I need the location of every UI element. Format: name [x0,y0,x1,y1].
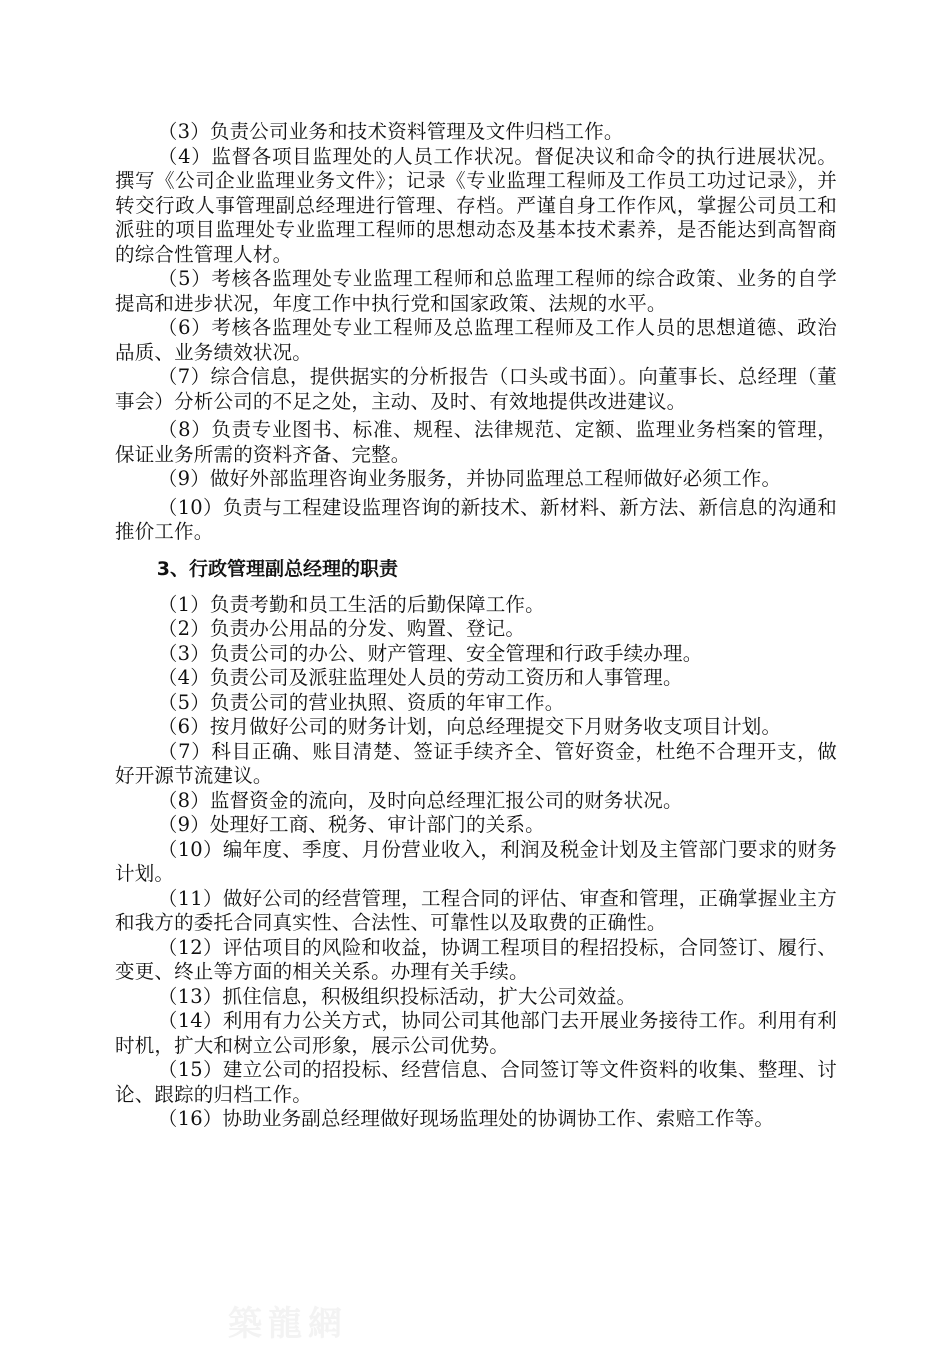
duty-item: （16）协助业务副总经理做好现场监理处的协调协工作、索赔工作等。 [157,1107,775,1130]
duty-item: （8）负责专业图书、标准、规程、法律规范、定额、监理业务档案的管理，保证业务所需的资料齐备、完整。 [115,418,837,466]
duty-item: （6）按月做好公司的财务计划，向总经理提交下月财务收支项目计划。 [157,715,782,738]
duty-item: （1）负责考勤和员工生活的后勤保障工作。 [157,592,545,616]
duty-item: （7）综合信息，提供据实的分析报告（口头或书面）。向董事长、总经理（董事会）分析公司的不足之处，主动、及时、有效地提供改进建议。 [115,365,837,413]
duty-item: （11）做好公司的经营管理，工程合同的评估、审查和管理，正确掌握业主方和我方的委托合同真实性、合法性、可靠性以及取费的正确性。 [115,886,837,934]
document-page [115,120,837,1132]
duty-item: （9）处理好工商、税务、审计部门的关系。 [157,813,545,836]
duty-item: （10）编年度、季度、月份营业收入，利润及税金计划及主管部门要求的财务计划。 [115,837,837,885]
duty-item: （10）负责与工程建设监理咨询的新技术、新材料、新方法、新信息的沟通和推价工作。 [115,495,837,543]
duty-item: （5）考核各监理处专业监理工程师和总监理工程师的综合政策、业务的自学提高和进步状况，年度工作中执行党和国家政策、法规的水平。 [115,267,837,315]
duty-item: （7）科目正确、账目清楚、签证手续齐全、管好资金，杜绝不合理开支，做好开源节流建议。 [115,739,837,787]
section-heading: 3、行政管理副总经理的职责 [156,557,399,580]
duty-item: （14）利用有力公关方式，协同公司其他部门去开展业务接待工作。利用有利时机，扩大和树立公司形象，展示公司优势。 [115,1009,837,1057]
duty-item: （3）负责公司的办公、财产管理、安全管理和行政手续办理。 [157,641,703,665]
duty-item: （6）考核各监理处专业工程师及总监理工程师及工作人员的思想道德、政治品质、业务绩效状况。 [115,316,837,364]
duty-item: （4）负责公司及派驻监理处人员的劳动工资历和人事管理。 [157,666,683,689]
section-duties-b [115,593,837,1132]
duty-item: （15）建立公司的招投标、经营信息、合同签订等文件资料的收集、整理、讨论、跟踪的归档工作。 [115,1058,837,1106]
watermark-logo: 築龍網 [228,1304,348,1344]
duty-item: （13）抓住信息，积极组织投标活动，扩大公司效益。 [157,984,637,1008]
duty-item: （2）负责办公用品的分发、购置、登记。 [157,617,526,640]
duty-item: （8）监督资金的流向，及时向总经理汇报公司的财务状况。 [157,788,683,812]
duty-item: （12）评估项目的风险和收益，协调工程项目的程招投标，合同签订、履行、变更、终止等方面的相关关系。办理有关手续。 [115,935,837,983]
duty-item: （4）监督各项目监理处的人员工作状况。督促决议和命令的执行进展状况。撰写《公司企业监理业务文件》；记录《专业监理工程师及工作员工功过记录》，并转交行政人事管理副总经理进行管理、存档。严谨自身工作作风，掌握公司员工和派驻的项目监理处专业监理工程师的思想动态及基本技术素养，是否能达到高智商的综合性管理人材。 [115,144,837,266]
section-duties-a [115,120,837,545]
duty-item: （3）负责公司业务和技术资料管理及文件归档工作。 [157,120,624,143]
duty-item: （9）做好外部监理咨询业务服务，并协同监理总工程师做好必须工作。 [157,467,782,490]
duty-item: （5）负责公司的营业执照、资质的年审工作。 [157,690,565,714]
